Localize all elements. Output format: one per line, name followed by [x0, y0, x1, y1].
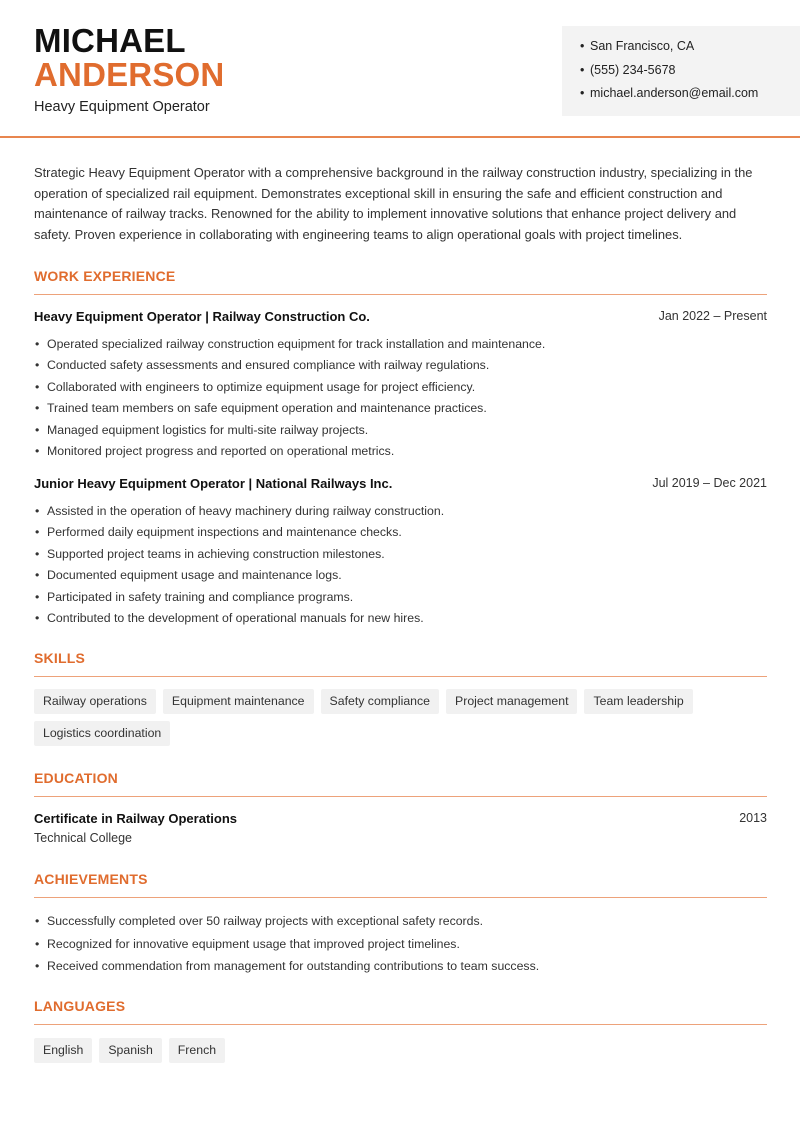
job-dates: Jul 2019 – Dec 2021: [652, 476, 767, 490]
list-item: • Conducted safety assessments and ensured compliance with railway regulations.: [34, 357, 767, 378]
list-item: • Supported project teams in achieving construction milestones.: [34, 546, 767, 567]
list-item: • Documented equipment usage and maintenance logs.: [34, 567, 767, 588]
job-dates: Jan 2022 – Present: [658, 309, 767, 323]
education-entry-header: [34, 811, 767, 829]
skill-tag: Team leadership: [584, 689, 692, 714]
job-title-company: Junior Heavy Equipment Operator | National Railways Inc.: [34, 476, 393, 491]
list-item: • Performed daily equipment inspections and maintenance checks.: [34, 524, 767, 545]
skill-tag: Equipment maintenance: [163, 689, 314, 714]
job-title-company: Heavy Equipment Operator | Railway Construction Co.: [34, 309, 370, 324]
list-item: • Operated specialized railway construction equipment for track installation and maintenance.: [34, 336, 767, 357]
first-name: MICHAEL: [34, 22, 186, 59]
language-tags: [34, 1038, 774, 1063]
job-bullets: [34, 336, 767, 464]
contact-list: [580, 38, 758, 109]
contact-location: • San Francisco, CA: [580, 38, 758, 62]
contact-email[interactable]: • michael.anderson@email.com: [580, 85, 758, 109]
achievement-bullets: [34, 913, 767, 981]
list-item: • Successfully completed over 50 railway projects with exceptional safety records.: [34, 913, 767, 936]
education-year: 2013: [739, 811, 767, 825]
list-item: • Assisted in the operation of heavy machinery during railway construction.: [34, 503, 767, 524]
list-item: • Participated in safety training and compliance programs.: [34, 589, 767, 610]
list-item: • Recognized for innovative equipment usage that improved project timelines.: [34, 936, 767, 959]
job-bullets: [34, 503, 767, 631]
job-entry-header: [34, 309, 767, 327]
language-tag: French: [169, 1038, 225, 1063]
list-item: • Trained team members on safe equipment operation and maintenance practices.: [34, 400, 767, 421]
skills-tags: [34, 689, 774, 746]
education-heading: EDUCATION: [34, 770, 118, 786]
section-divider: [34, 294, 767, 295]
summary-paragraph: Strategic Heavy Equipment Operator with a comprehensive background in the railway construction industry, specializing in the operation of specialized rail equipment. Demonstrates exceptional skill in ensuring the safe and efficient construction and maintenance of railway tracks. Renowned for the ability to implement innovative solutions that enhance project delivery and safety. Proven experience in collaborating with engineering teams to align operational goals with project timelines.: [34, 165, 753, 242]
section-divider: [34, 796, 767, 797]
job-title: Heavy Equipment Operator: [34, 99, 210, 115]
list-item: • Monitored project progress and reported on operational metrics.: [34, 443, 767, 464]
achievements-heading: ACHIEVEMENTS: [34, 871, 148, 887]
contact-box: [562, 26, 800, 116]
resume-header: [0, 0, 800, 138]
skill-tag: Railway operations: [34, 689, 156, 714]
contact-phone: • (555) 234-5678: [580, 62, 758, 86]
section-divider: [34, 897, 767, 898]
list-item: • Collaborated with engineers to optimize equipment usage for project efficiency.: [34, 379, 767, 400]
last-name: ANDERSON: [34, 56, 225, 93]
section-divider: [34, 676, 767, 677]
section-divider: [34, 1024, 767, 1025]
work-experience-heading: WORK EXPERIENCE: [34, 268, 176, 284]
education-school: Technical College: [34, 831, 132, 845]
list-item: • Contributed to the development of operational manuals for new hires.: [34, 610, 767, 631]
skill-tag: Project management: [446, 689, 577, 714]
language-tag: Spanish: [99, 1038, 161, 1063]
skill-tag: Logistics coordination: [34, 721, 170, 746]
list-item: • Received commendation from management for outstanding contributions to team success.: [34, 958, 767, 981]
job-entry-header: [34, 476, 767, 494]
language-tag: English: [34, 1038, 92, 1063]
languages-heading: LANGUAGES: [34, 998, 126, 1014]
skill-tag: Safety compliance: [321, 689, 439, 714]
list-item: • Managed equipment logistics for multi-site railway projects.: [34, 422, 767, 443]
education-degree: Certificate in Railway Operations: [34, 811, 238, 826]
skills-heading: SKILLS: [34, 650, 85, 666]
